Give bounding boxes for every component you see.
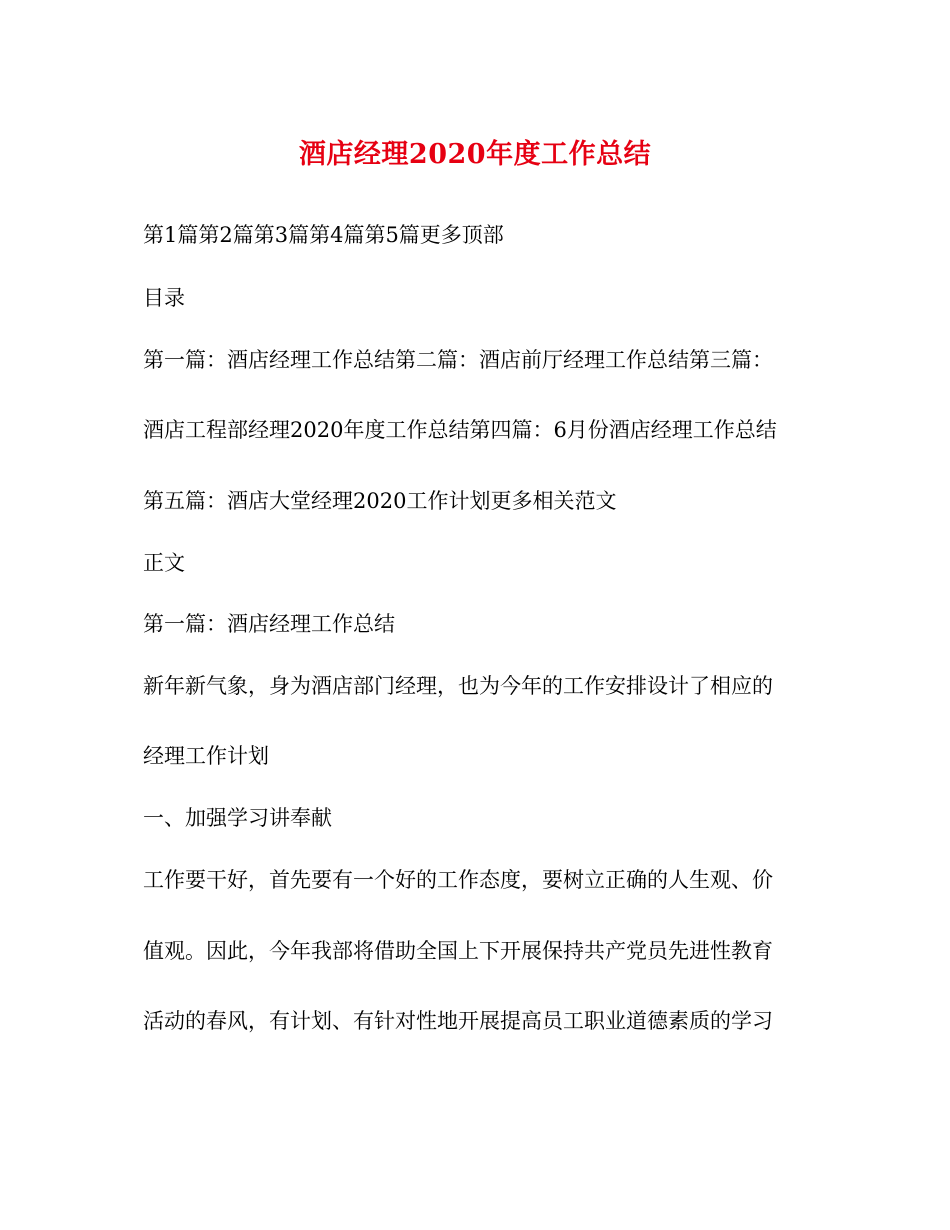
article-1-heading: 第一篇：酒店经理工作总结 [143, 612, 395, 636]
document-title: 酒店经理2020年度工作总结 [298, 139, 652, 170]
paragraph-line: 活动的春风，有计划、有针对性地开展提高员工职业道德素质的学习 [143, 1009, 773, 1033]
paragraph-line: 值观。因此，今年我部将借助全国上下开展保持共产党员先进性教育 [143, 939, 773, 963]
paragraph-line: 新年新气象，身为酒店部门经理，也为今年的工作安排设计了相应的 [143, 674, 773, 698]
paragraph-line: 工作要干好，首先要有一个好的工作态度，要树立正确的人生观、价 [143, 868, 773, 892]
toc-line-1: 第一篇：酒店经理工作总结第二篇：酒店前厅经理工作总结第三篇： [143, 348, 773, 372]
section-heading-1: 一、加强学习讲奉献 [143, 806, 332, 830]
toc-line-3: 第五篇：酒店大堂经理2020工作计划更多相关范文 [143, 489, 617, 513]
toc-heading: 目录 [143, 286, 185, 310]
toc-line-2: 酒店工程部经理2020年度工作总结第四篇：6月份酒店经理工作总结 [143, 418, 777, 442]
body-heading: 正文 [143, 551, 185, 575]
paragraph-line: 经理工作计划 [143, 744, 269, 768]
article-nav-line: 第1篇第2篇第3篇第4篇第5篇更多顶部 [143, 223, 504, 247]
